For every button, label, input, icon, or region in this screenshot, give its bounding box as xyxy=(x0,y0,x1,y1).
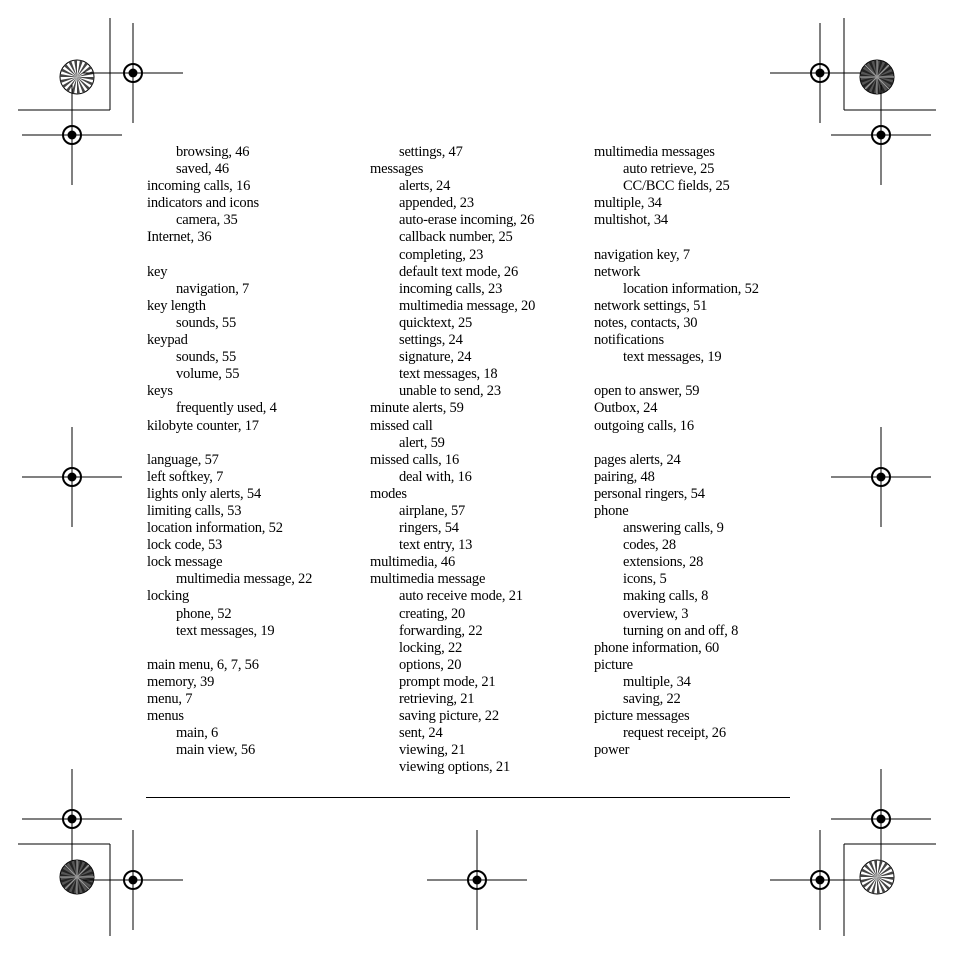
index-subentry: viewing options, 21 xyxy=(399,759,510,776)
index-subentry: alerts, 24 xyxy=(399,178,451,195)
index-subentry: browsing, 46 xyxy=(176,144,250,160)
index-entry: keypad xyxy=(147,332,188,349)
index-entry: notifications xyxy=(594,332,664,349)
index-subentry: answering calls, 9 xyxy=(623,520,724,537)
index-subentry: phone, 52 xyxy=(176,605,232,622)
index-entry: multishot, 34 xyxy=(594,212,668,229)
registration-target xyxy=(22,85,122,185)
index-entry: pages alerts, 24 xyxy=(594,451,681,468)
index-subentry: text entry, 13 xyxy=(399,537,473,554)
index-entry: open to answer, 59 xyxy=(594,383,700,400)
index-entry: personal ringers, 54 xyxy=(594,485,705,502)
index-subentry: airplane, 57 xyxy=(399,502,466,519)
index-subentry: creating, 20 xyxy=(399,605,466,622)
index-entry: lock code, 53 xyxy=(147,537,223,554)
index-subentry: saving picture, 22 xyxy=(399,708,499,725)
index-subentry: sent, 24 xyxy=(399,725,443,742)
index-entry: indicators and icons xyxy=(147,195,259,212)
index-entry: missed call xyxy=(370,417,433,434)
index-entry: Outbox, 24 xyxy=(594,400,658,417)
index-entry: notes, contacts, 30 xyxy=(594,314,698,331)
letter-group-gap xyxy=(147,435,387,452)
index-subentry: unable to send, 23 xyxy=(399,383,501,400)
index-entry: missed calls, 16 xyxy=(370,451,460,468)
color-registration-disc xyxy=(860,60,894,94)
index-subentry: auto receive mode, 21 xyxy=(399,588,523,605)
index-subentry: prompt mode, 21 xyxy=(399,673,496,690)
index-subentry: multimedia message, 20 xyxy=(399,297,536,314)
index-entry: multimedia messages xyxy=(594,144,715,160)
index-entry: incoming calls, 16 xyxy=(147,178,251,195)
index-entry: lock message xyxy=(147,554,223,571)
index-subentry: completing, 23 xyxy=(399,246,484,263)
index-entry: phone xyxy=(594,502,629,519)
index-entry: messages xyxy=(370,161,424,178)
index-entry: multimedia, 46 xyxy=(370,554,455,571)
index-subentry: viewing, 21 xyxy=(399,742,466,759)
index-subentry: extensions, 28 xyxy=(623,554,704,571)
registration-target xyxy=(770,23,870,123)
index-subentry: camera, 35 xyxy=(176,212,238,229)
index-subentry: quicktext, 25 xyxy=(399,314,473,331)
index-entry: language, 57 xyxy=(147,451,219,468)
index-subentry: volume, 55 xyxy=(176,366,240,383)
index-entry: navigation key, 7 xyxy=(594,246,690,263)
index-subentry: frequently used, 4 xyxy=(176,400,277,417)
letter-group-gap xyxy=(147,640,387,657)
index-subentry: default text mode, 26 xyxy=(399,263,519,280)
letter-group-gap xyxy=(594,435,834,452)
index-entry: kilobyte counter, 17 xyxy=(147,417,259,434)
index-subentry: text messages, 19 xyxy=(176,622,275,639)
index-subentry: main view, 56 xyxy=(176,742,256,759)
index-subentry: settings, 47 xyxy=(399,144,463,160)
index-entry: locking xyxy=(147,588,190,605)
color-registration-disc xyxy=(60,860,94,894)
index-subentry: incoming calls, 23 xyxy=(399,280,503,297)
index-column-1 xyxy=(147,144,387,759)
index-column-3 xyxy=(594,144,834,759)
index-subentry: overview, 3 xyxy=(623,605,689,622)
index-subentry: turning on and off, 8 xyxy=(623,622,739,639)
index-subentry: navigation, 7 xyxy=(176,280,250,297)
index-subentry: ringers, 54 xyxy=(399,520,459,537)
registration-target xyxy=(22,427,122,527)
index-entry: location information, 52 xyxy=(147,520,283,537)
index-entry: lights only alerts, 54 xyxy=(147,485,262,502)
index-entry: power xyxy=(594,742,630,759)
index-subentry: main, 6 xyxy=(176,725,219,742)
index-entry: pairing, 48 xyxy=(594,468,655,485)
index-entry: main menu, 6, 7, 56 xyxy=(147,656,259,673)
index-subentry: locking, 22 xyxy=(399,639,463,656)
letter-group-gap xyxy=(594,366,834,383)
index-entry: picture xyxy=(594,656,633,673)
index-entry: picture messages xyxy=(594,708,690,725)
registration-target xyxy=(770,830,870,930)
index-entry: phone information, 60 xyxy=(594,639,720,656)
registration-target xyxy=(831,85,931,185)
index-entry: key xyxy=(147,263,168,280)
index-subentry: sounds, 55 xyxy=(176,349,237,366)
index-entry: modes xyxy=(370,485,407,502)
index-entry: network settings, 51 xyxy=(594,297,708,314)
registration-target xyxy=(831,427,931,527)
index-subentry: making calls, 8 xyxy=(623,588,709,605)
index-entry: key length xyxy=(147,297,206,314)
index-subentry: retrieving, 21 xyxy=(399,691,475,707)
index-subentry: forwarding, 22 xyxy=(399,622,483,639)
color-registration-disc xyxy=(60,60,94,94)
index-subentry: sounds, 55 xyxy=(176,314,237,331)
index-entry: network xyxy=(594,263,641,280)
index-subentry: appended, 23 xyxy=(399,195,474,212)
index-subentry: CC/BCC fields, 25 xyxy=(623,178,730,195)
index-column-2 xyxy=(370,144,610,776)
footer-rule xyxy=(146,797,790,798)
index-subentry: saving, 22 xyxy=(623,691,681,707)
index-subentry: location information, 52 xyxy=(623,280,759,297)
index-subentry: alert, 59 xyxy=(399,434,445,451)
index-entry: memory, 39 xyxy=(147,673,215,690)
registration-target xyxy=(831,769,931,869)
index-entry: left softkey, 7 xyxy=(147,468,224,485)
index-subentry: settings, 24 xyxy=(399,332,463,349)
index-subentry: callback number, 25 xyxy=(399,229,513,246)
index-entry: minute alerts, 59 xyxy=(370,400,464,417)
index-entry: multiple, 34 xyxy=(594,195,662,212)
index-subentry: options, 20 xyxy=(399,656,462,673)
index-entry: Internet, 36 xyxy=(147,229,212,246)
index-subentry: signature, 24 xyxy=(399,349,472,366)
letter-group-gap xyxy=(594,229,834,246)
index-subentry: multimedia message, 22 xyxy=(176,571,313,588)
index-subentry: request receipt, 26 xyxy=(623,725,726,742)
index-entry: limiting calls, 53 xyxy=(147,502,242,519)
index-subentry: codes, 28 xyxy=(623,537,676,554)
letter-group-gap xyxy=(147,247,387,264)
index-entry: outgoing calls, 16 xyxy=(594,417,694,434)
index-subentry: icons, 5 xyxy=(623,571,667,588)
index-subentry: auto-erase incoming, 26 xyxy=(399,212,535,229)
index-subentry: multiple, 34 xyxy=(623,673,691,690)
registration-target xyxy=(427,830,527,930)
index-entry: menus xyxy=(147,708,184,725)
index-subentry: text messages, 18 xyxy=(399,366,498,383)
index-subentry: text messages, 19 xyxy=(623,349,722,366)
color-registration-disc xyxy=(860,860,894,894)
registration-target xyxy=(83,23,183,123)
index-entry: menu, 7 xyxy=(147,691,193,707)
registration-target xyxy=(83,830,183,930)
index-subentry: auto retrieve, 25 xyxy=(623,161,715,178)
index-entry: keys xyxy=(147,383,173,400)
index-subentry: deal with, 16 xyxy=(399,468,472,485)
index-subentry: saved, 46 xyxy=(176,161,229,178)
registration-target xyxy=(22,769,122,869)
index-entry: multimedia message xyxy=(370,571,486,588)
